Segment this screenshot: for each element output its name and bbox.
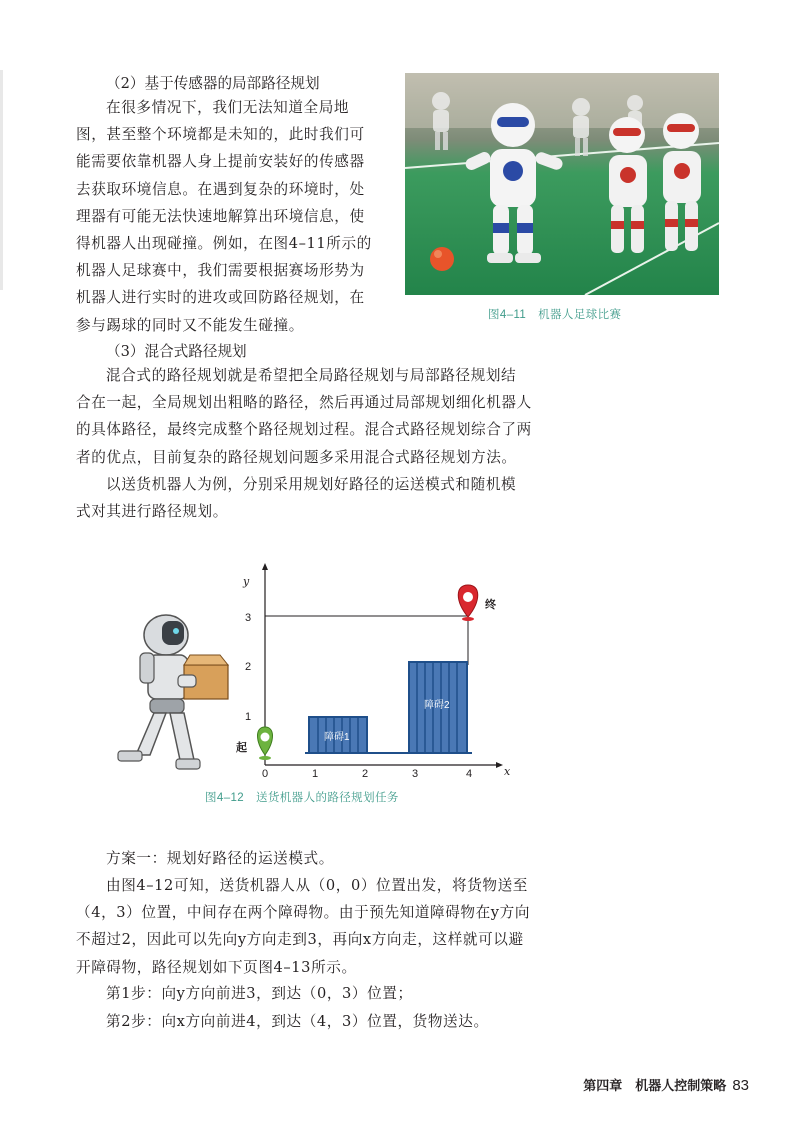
y-tick-label: 3 bbox=[245, 612, 252, 624]
section-2-heading: （2）基于传感器的局部路径规划 bbox=[106, 75, 320, 92]
end-label: 终 bbox=[485, 598, 496, 611]
paragraph-line: 不超过2，因此可以先向y方向走到3，再向x方向走，这样就可以避 bbox=[76, 931, 524, 949]
paragraph-line: 由图4–12可知，送货机器人从（0，0）位置出发，将货物送至 bbox=[106, 877, 528, 894]
paragraph-line: 者的优点，目前复杂的路径规划问题多采用混合式路径规划方法。 bbox=[76, 448, 517, 466]
x-tick-label: 3 bbox=[412, 768, 419, 780]
obstacle-2-label: 障碍2 bbox=[424, 700, 450, 711]
figure-4-11-caption: 图4–11 机器人足球比赛 bbox=[488, 309, 622, 321]
plan-1-title: 方案一：规划好路径的运送模式。 bbox=[106, 850, 334, 867]
paragraph-line: 能需要依靠机器人身上提前安装好的传感器 bbox=[76, 153, 365, 171]
obstacle-2 bbox=[409, 662, 467, 753]
paragraph-line: 式对其进行路径规划。 bbox=[76, 503, 228, 521]
obstacle-1-label: 障碍1 bbox=[324, 732, 350, 743]
y-axis-label: y bbox=[243, 575, 250, 588]
paragraph-line: 合在一起，全局规划出粗略的路径，然后再通过局部规划细化机器人 bbox=[76, 394, 532, 412]
paragraph-line: 去获取环境信息。在遇到复杂的环境时，处 bbox=[76, 180, 365, 198]
paragraph-line: 混合式的路径规划就是希望把全局路径规划与局部路径规划结 bbox=[106, 367, 517, 384]
plan-1-paragraph bbox=[76, 872, 552, 981]
paragraph-line: 机器人进行实时的进攻或回防路径规划，在 bbox=[76, 289, 365, 307]
paragraph-line: 图，甚至整个环境都是未知的，此时我们可 bbox=[76, 126, 365, 144]
plan-1-step-1: 第1步：向y方向前进3，到达（0，3）位置； bbox=[106, 985, 413, 1002]
page-footer bbox=[583, 1075, 749, 1094]
page-number: 83 bbox=[732, 1077, 749, 1094]
x-tick-label: 2 bbox=[362, 768, 369, 780]
page-edge-mark bbox=[0, 70, 3, 290]
paragraph-line: 机器人足球赛中，我们需要根据赛场形势为 bbox=[76, 262, 365, 280]
paragraph-line: 在很多情况下，我们无法知道全局地 bbox=[106, 99, 350, 116]
y-tick-label: 1 bbox=[245, 711, 252, 723]
start-label: 起 bbox=[236, 741, 247, 754]
y-tick-label: 2 bbox=[245, 661, 252, 673]
plan-1-step-2: 第2步：向x方向前进4，到达（4，3）位置，货物送达。 bbox=[106, 1013, 489, 1030]
robot-soccer-photo bbox=[405, 73, 719, 295]
paragraph-line: 参与踢球的同时又不能发生碰撞。 bbox=[76, 316, 304, 334]
figure-4-12-caption: 图4–12 送货机器人的路径规划任务 bbox=[205, 792, 399, 804]
delivery-robot-illustration bbox=[118, 615, 228, 769]
section-3-heading: （3）混合式路径规划 bbox=[106, 343, 247, 360]
x-axis-label: x bbox=[504, 765, 511, 778]
section-3-paragraph-2 bbox=[76, 471, 552, 525]
paragraph-line: 得机器人出现碰撞。例如，在图4–11所示的 bbox=[76, 235, 372, 253]
paragraph-line: 理器有可能无法快速地解算出环境信息，使 bbox=[76, 207, 365, 225]
paragraph-line: 的具体路径，最终完成整个路径规划过程。混合式路径规划综合了两 bbox=[76, 421, 532, 439]
path-planning-diagram bbox=[100, 555, 540, 790]
section-2-paragraph bbox=[76, 94, 398, 339]
paragraph-line: 以送货机器人为例，分别采用规划好路径的运送模式和随机模 bbox=[106, 476, 517, 493]
paragraph-line: 开障碍物，路径规划如下页图4–13所示。 bbox=[76, 958, 357, 976]
section-3-paragraph-1 bbox=[76, 362, 552, 471]
paragraph-line: （4，3）位置，中间存在两个障碍物。由于预先知道障碍物在y方向 bbox=[76, 904, 531, 922]
x-tick-label: 4 bbox=[466, 768, 473, 780]
x-tick-label: 0 bbox=[262, 768, 269, 780]
x-tick-label: 1 bbox=[312, 768, 319, 780]
obstacle-1 bbox=[309, 717, 367, 753]
start-pin-icon bbox=[258, 727, 273, 760]
chapter-title: 第四章 机器人控制策略 bbox=[583, 1078, 727, 1093]
